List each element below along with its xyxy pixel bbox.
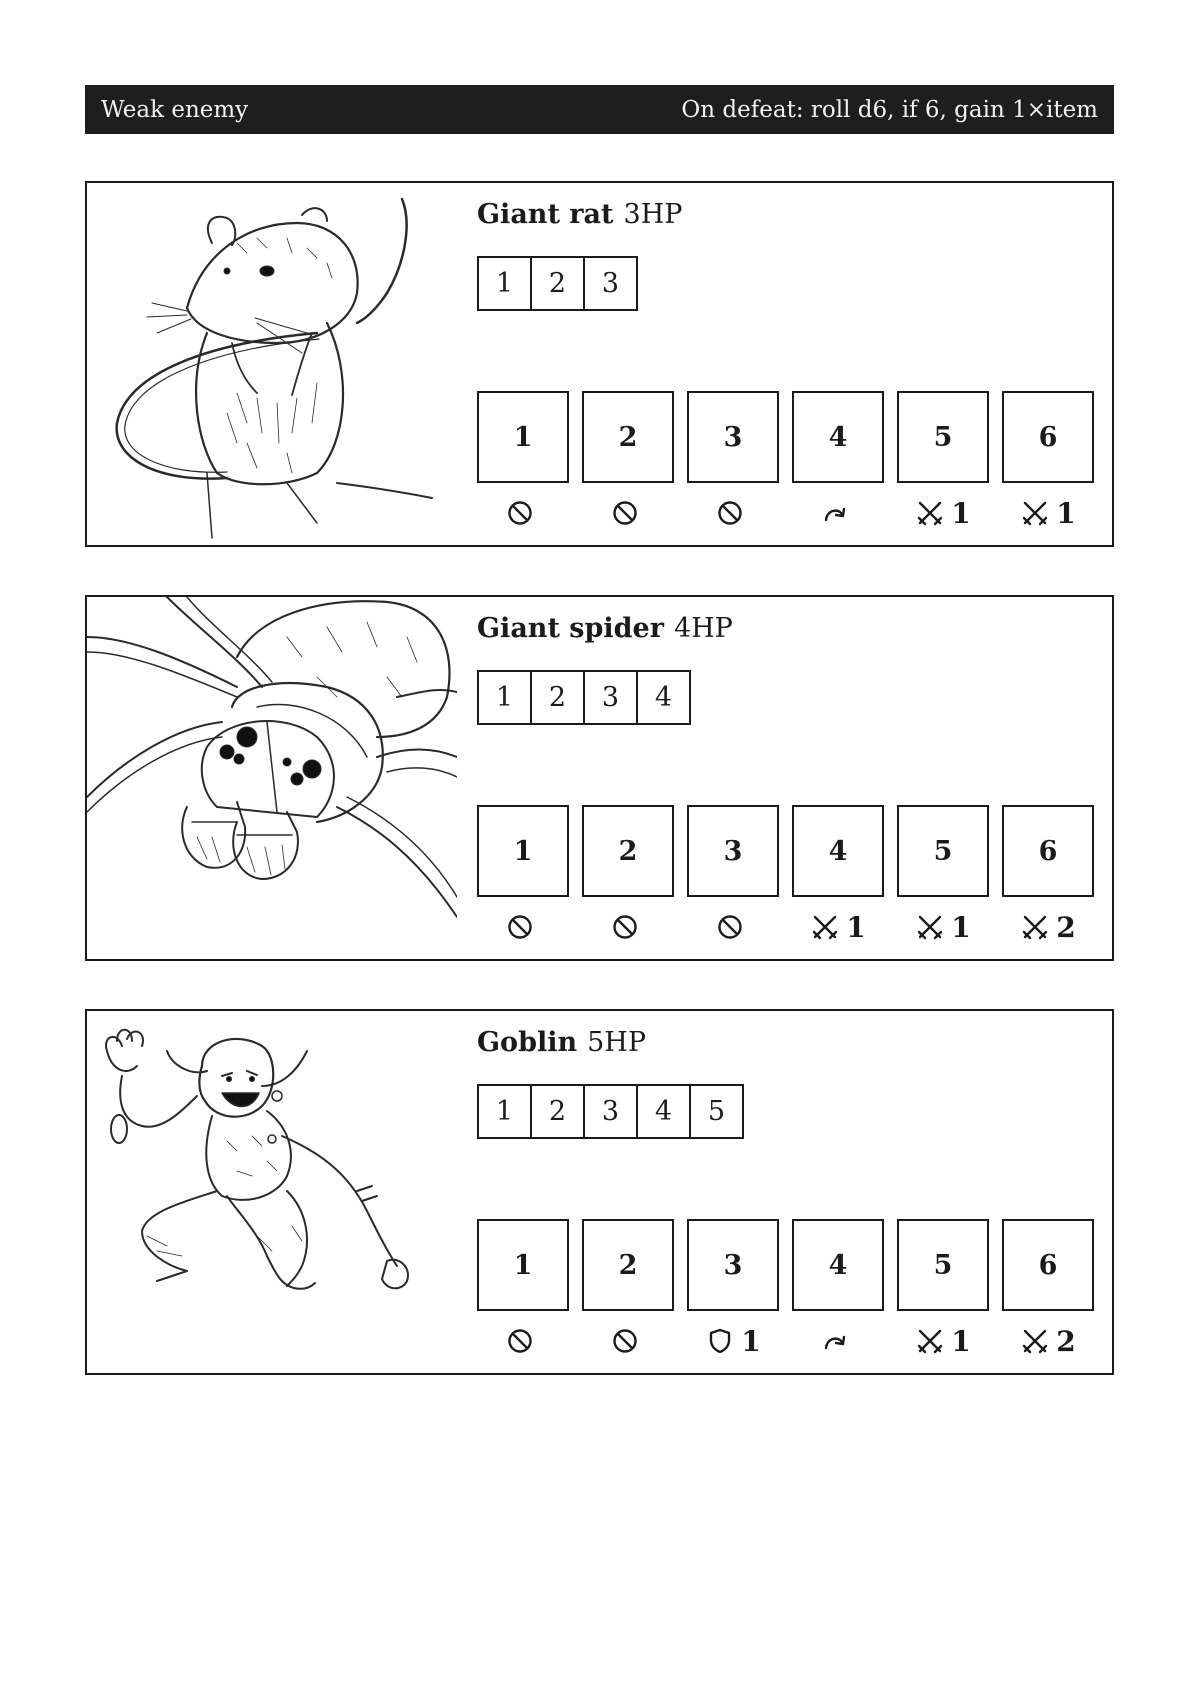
blocked-icon xyxy=(505,912,535,942)
hp-box[interactable]: 1 xyxy=(477,670,532,725)
die-outcome xyxy=(687,493,779,533)
hp-box[interactable]: 3 xyxy=(583,670,638,725)
die-face: 6 xyxy=(1002,805,1094,897)
outcome-amount: 1 xyxy=(741,1324,761,1358)
die-outcome xyxy=(1002,1321,1094,1361)
crossed-swords-icon xyxy=(810,912,840,942)
die-outcome xyxy=(1002,907,1094,947)
die-face: 5 xyxy=(897,1219,989,1311)
blocked-icon xyxy=(715,912,745,942)
die-outcome xyxy=(582,907,674,947)
crossed-swords-icon xyxy=(915,912,945,942)
enemy-title xyxy=(477,613,733,644)
hp-box[interactable]: 1 xyxy=(477,256,532,311)
banner-enemy-tier: Weak enemy xyxy=(101,96,249,123)
enemy-card xyxy=(85,1009,1114,1375)
hp-track xyxy=(477,670,691,725)
die-face: 5 xyxy=(897,391,989,483)
enemy-hp: 3HP xyxy=(623,199,683,230)
die-outcome xyxy=(687,907,779,947)
die-face: 5 xyxy=(897,805,989,897)
outcome-amount: 1 xyxy=(1056,496,1076,530)
die-face: 3 xyxy=(687,1219,779,1311)
crossed-swords-icon xyxy=(1020,1326,1050,1356)
flee-arrow-icon xyxy=(820,1326,850,1356)
hp-box[interactable]: 1 xyxy=(477,1084,532,1139)
hp-box[interactable]: 2 xyxy=(530,256,585,311)
die-outcome xyxy=(687,1321,779,1361)
hp-box[interactable]: 3 xyxy=(583,256,638,311)
spider-illustration xyxy=(87,597,457,959)
enemy-card xyxy=(85,595,1114,961)
blocked-icon xyxy=(610,498,640,528)
hp-box[interactable]: 4 xyxy=(636,670,691,725)
header-banner xyxy=(85,85,1114,134)
enemy-title xyxy=(477,199,682,230)
shield-icon xyxy=(705,1326,735,1356)
die-outcome xyxy=(1002,493,1094,533)
crossed-swords-icon xyxy=(915,498,945,528)
outcome-amount: 1 xyxy=(951,910,971,944)
die-outcome xyxy=(897,493,989,533)
enemy-name: Giant rat xyxy=(477,199,614,230)
die-outcome xyxy=(582,493,674,533)
hp-box[interactable]: 3 xyxy=(583,1084,638,1139)
blocked-icon xyxy=(610,1326,640,1356)
blocked-icon xyxy=(505,1326,535,1356)
die-outcome xyxy=(477,907,569,947)
die-face: 3 xyxy=(687,805,779,897)
goblin-illustration xyxy=(87,1011,457,1373)
die-face: 4 xyxy=(792,1219,884,1311)
flee-arrow-icon xyxy=(820,498,850,528)
enemy-name: Giant spider xyxy=(477,613,664,644)
hp-box[interactable]: 2 xyxy=(530,670,585,725)
outcome-amount: 1 xyxy=(846,910,866,944)
hp-box[interactable]: 2 xyxy=(530,1084,585,1139)
die-outcome xyxy=(477,1321,569,1361)
die-outcome xyxy=(792,1321,884,1361)
crossed-swords-icon xyxy=(915,1326,945,1356)
die-face: 2 xyxy=(582,391,674,483)
outcome-amount: 2 xyxy=(1056,910,1076,944)
hp-track xyxy=(477,1084,744,1139)
hp-track xyxy=(477,256,638,311)
enemy-card xyxy=(85,181,1114,547)
outcome-amount: 1 xyxy=(951,1324,971,1358)
die-outcome xyxy=(582,1321,674,1361)
crossed-swords-icon xyxy=(1020,498,1050,528)
die-face: 4 xyxy=(792,805,884,897)
die-outcome xyxy=(897,1321,989,1361)
die-outcome xyxy=(897,907,989,947)
die-face: 1 xyxy=(477,805,569,897)
die-face: 2 xyxy=(582,1219,674,1311)
die-face: 1 xyxy=(477,1219,569,1311)
hp-box[interactable]: 4 xyxy=(636,1084,691,1139)
die-outcome xyxy=(792,493,884,533)
blocked-icon xyxy=(715,498,745,528)
die-face: 6 xyxy=(1002,1219,1094,1311)
outcome-amount: 2 xyxy=(1056,1324,1076,1358)
die-outcome xyxy=(792,907,884,947)
die-face: 2 xyxy=(582,805,674,897)
enemy-hp: 4HP xyxy=(673,613,733,644)
blocked-icon xyxy=(505,498,535,528)
rat-illustration xyxy=(87,183,457,545)
die-face: 1 xyxy=(477,391,569,483)
blocked-icon xyxy=(610,912,640,942)
crossed-swords-icon xyxy=(1020,912,1050,942)
banner-defeat-rule: On defeat: roll d6, if 6, gain 1×item xyxy=(681,96,1098,123)
enemy-name: Goblin xyxy=(477,1027,578,1058)
enemy-title xyxy=(477,1027,646,1058)
outcome-amount: 1 xyxy=(951,496,971,530)
die-face: 3 xyxy=(687,391,779,483)
hp-box[interactable]: 5 xyxy=(689,1084,744,1139)
enemy-hp: 5HP xyxy=(587,1027,646,1058)
die-face: 6 xyxy=(1002,391,1094,483)
die-face: 4 xyxy=(792,391,884,483)
die-outcome xyxy=(477,493,569,533)
